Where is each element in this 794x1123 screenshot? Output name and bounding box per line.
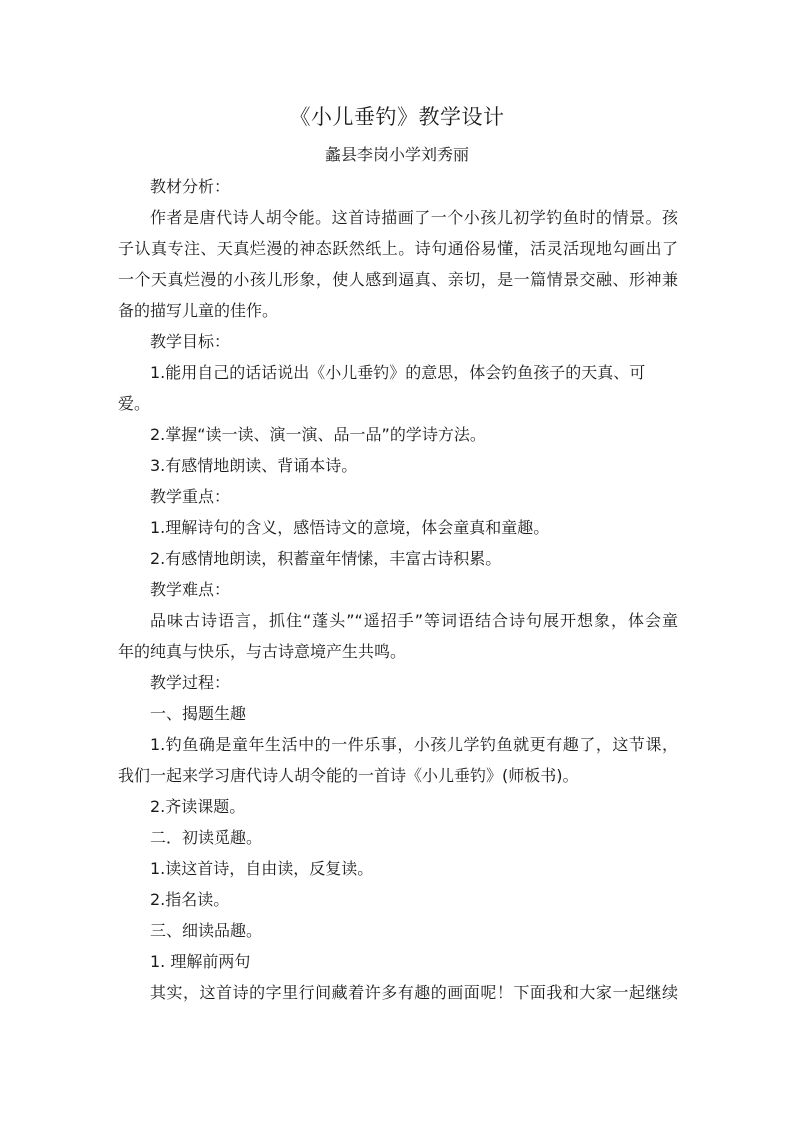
text-line: 作者是唐代诗人胡令能。这首诗描画了一个小孩儿初学钓鱼时的情景。孩 bbox=[150, 208, 678, 227]
text-line: 其实，这首诗的字里行间藏着许多有趣的画面呢！下面我和大家一起继续 bbox=[150, 983, 678, 1002]
text-line: 2.指名读。 bbox=[150, 890, 230, 909]
text-line: 教学重点： bbox=[150, 487, 231, 506]
text-line: 一、揭题生趣 bbox=[150, 704, 247, 723]
document-body bbox=[118, 171, 678, 1008]
text-line: 教学难点： bbox=[150, 580, 231, 599]
text-line: 教材分析： bbox=[150, 177, 231, 196]
text-line: 1. 理解前两句 bbox=[150, 952, 251, 971]
text-line: 教学目标： bbox=[150, 332, 231, 351]
text-line: 品味古诗语言，抓住“蓬头”“遥招手”等词语结合诗句展开想象，体会童 bbox=[150, 611, 678, 630]
text-line: 爱。 bbox=[118, 394, 151, 413]
text-line: 二．初读觅趣。 bbox=[150, 828, 263, 847]
text-line: 1.读这首诗，自由读，反复读。 bbox=[150, 859, 374, 878]
document-author: 蠡县李岗小学刘秀丽 bbox=[324, 145, 469, 164]
text-line: 2.齐读课题。 bbox=[150, 797, 246, 816]
text-line: 3.有感情地朗读、背诵本诗。 bbox=[150, 456, 358, 475]
text-line: 子认真专注、天真烂漫的神态跃然纸上。诗句通俗易懂，活灵活现地勾画出了 bbox=[118, 239, 678, 258]
text-line: 1.钓鱼确是童年生活中的一件乐事，小孩儿学钓鱼就更有趣了，这节课， bbox=[150, 735, 678, 754]
text-line: 教学过程： bbox=[150, 673, 231, 692]
text-line: 1.能用自己的话话说出《小儿垂钓》的意思，体会钓鱼孩子的天真、可 bbox=[150, 363, 646, 382]
text-line: 三、细读品趣。 bbox=[150, 921, 263, 940]
text-line: 备的描写儿童的佳作。 bbox=[118, 301, 279, 320]
text-line: 我们一起来学习唐代诗人胡令能的一首诗《小儿垂钓》(师板书)。 bbox=[118, 766, 579, 785]
text-line: 年的纯真与快乐，与古诗意境产生共鸣。 bbox=[118, 642, 407, 661]
text-line: 2.掌握“读一读、演一演、品一品”的学诗方法。 bbox=[150, 425, 486, 444]
text-line: 一个天真烂漫的小孩儿形象，使人感到逼真、亲切，是一篇情景交融、形神兼 bbox=[118, 270, 678, 289]
document-title: 《小儿垂钓》教学设计 bbox=[289, 105, 505, 129]
text-line: 1.理解诗句的含义，感悟诗文的意境，体会童真和童趣。 bbox=[150, 518, 550, 537]
text-line: 2.有感情地朗读，积蓄童年情愫，丰富古诗积累。 bbox=[150, 549, 502, 568]
